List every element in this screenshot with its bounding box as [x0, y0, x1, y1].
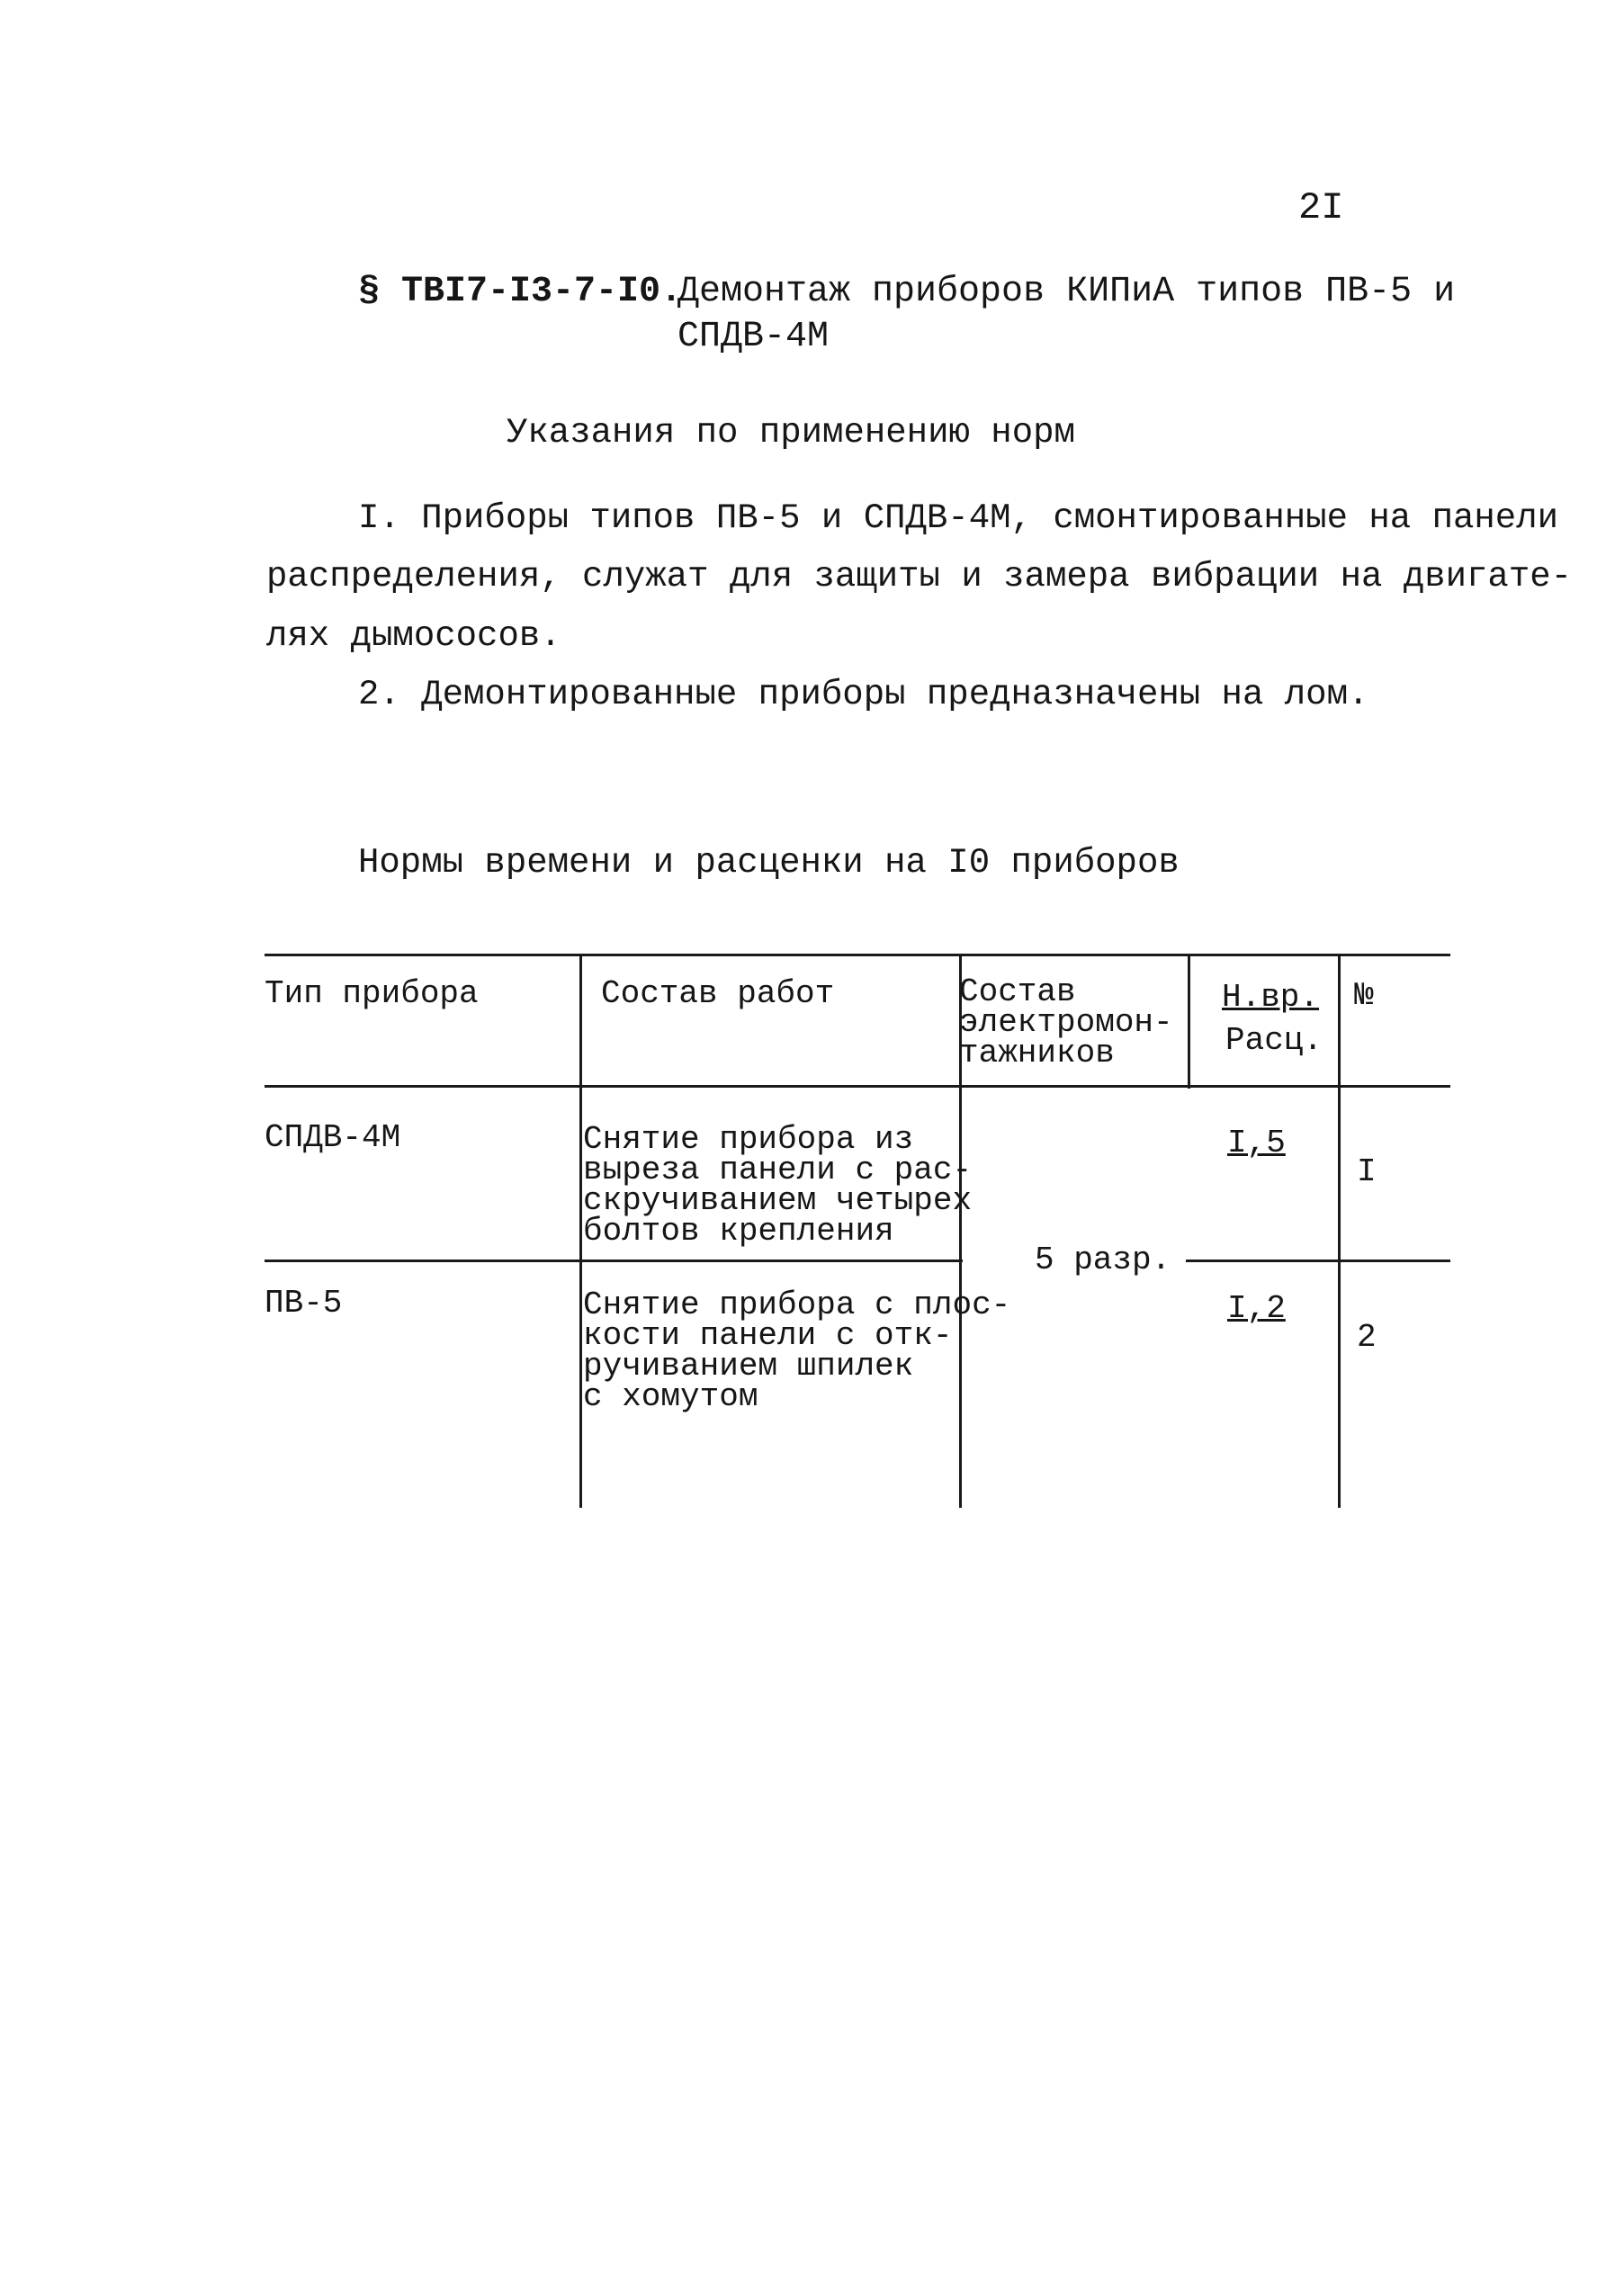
table-header-rule	[265, 1085, 1450, 1088]
page-number: 2I	[1298, 186, 1344, 229]
section-code: § ТВI7-I3-7-I0.	[358, 272, 683, 312]
section-title-line-1: Демонтаж приборов КИПиА типов ПВ-5 и	[677, 272, 1456, 312]
header-norm-time: Н.вр.	[1222, 979, 1320, 1016]
row-1-work-line: выреза панели с рас-	[583, 1152, 973, 1188]
paragraph-line: лях дымососов.	[266, 616, 561, 656]
header-crew	[959, 973, 1173, 1071]
paragraph-line: I. Приборы типов ПВ-5 и СПДВ-4М, смонтированные на панели	[358, 498, 1559, 538]
row-1-type: СПДВ-4М	[265, 1119, 401, 1156]
header-work: Состав работ	[601, 975, 835, 1012]
table-col-rule	[1338, 954, 1341, 1508]
table-col-rule	[1188, 954, 1190, 1089]
row-1-number: I	[1357, 1153, 1377, 1190]
row-1-work-line: Снятие прибора из	[583, 1121, 914, 1158]
row-2-type: ПВ-5	[265, 1285, 343, 1322]
table-caption: Нормы времени и расценки на I0 приборов	[358, 843, 1180, 883]
table-row-rule-right	[1186, 1260, 1450, 1262]
row-2-number: 2	[1357, 1319, 1377, 1356]
row-2-norm: I,2	[1227, 1290, 1286, 1327]
header-rate: Расц.	[1225, 1022, 1323, 1059]
table-row-rule-left	[265, 1260, 963, 1262]
header-number: №	[1354, 977, 1374, 1014]
row-2-work-line: ручиванием шпилек	[583, 1348, 914, 1385]
section-title-line-2: СПДВ-4М	[677, 317, 830, 357]
row-1-work-line: болтов крепления	[583, 1213, 894, 1250]
row-2-work-line: с хомутом	[583, 1378, 758, 1415]
row-2-work	[583, 1286, 1011, 1415]
row-1-work	[583, 1121, 973, 1250]
row-1-norm: I,5	[1227, 1125, 1286, 1161]
header-crew-line: Состав	[959, 973, 1076, 1010]
header-crew-line: тажников	[959, 1035, 1115, 1071]
paragraph-line: 2. Демонтированные приборы предназначены на лом.	[358, 675, 1369, 714]
row-2-work-line: Снятие прибора с плос-	[583, 1286, 1011, 1323]
header-crew-line: электромон-	[959, 1004, 1173, 1041]
table-col-rule	[579, 954, 582, 1508]
header-type: Тип прибора	[265, 975, 479, 1012]
row-1-work-line: скручиванием четырех	[583, 1182, 973, 1219]
paragraph-line: распределения, служат для защиты и замера вибрации на двигате-	[266, 557, 1573, 596]
row-2-work-line: кости панели с отк-	[583, 1317, 953, 1354]
crew-grade: 5 разр.	[1035, 1242, 1171, 1278]
table-top-rule	[265, 954, 1450, 956]
instructions-heading: Указания по применению норм	[507, 413, 1075, 453]
